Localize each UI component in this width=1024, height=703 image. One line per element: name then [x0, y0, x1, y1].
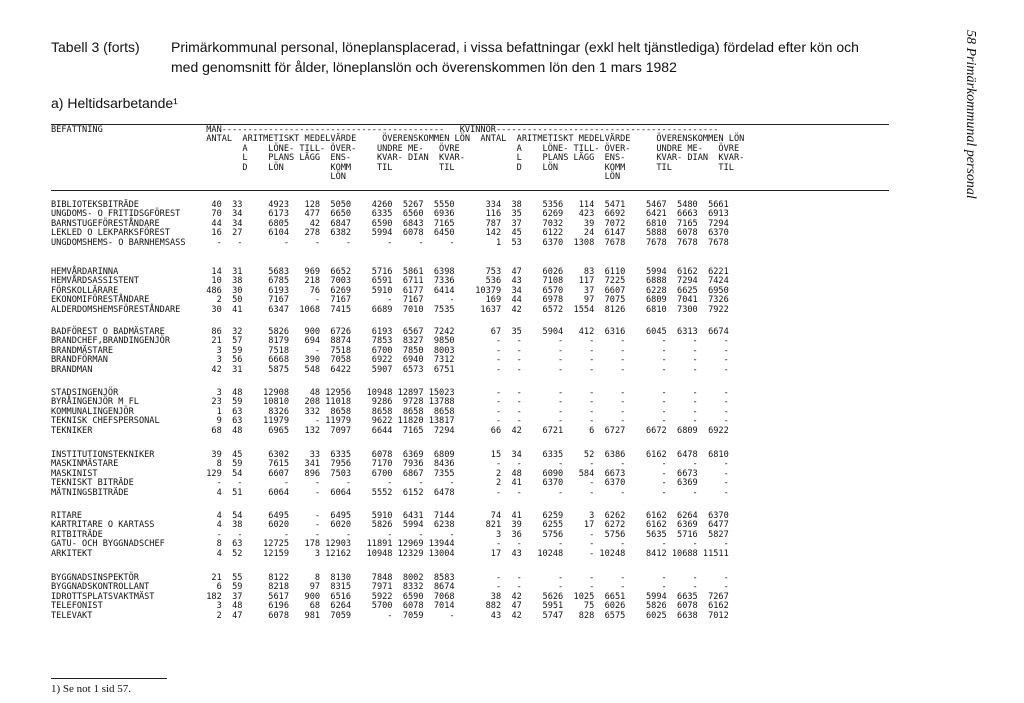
table-header	[51, 126, 744, 182]
table-row: KOMMUNALINGENJÖR 1 63 8326 332 8658 8658 8658 8658 - - - - - - - -	[51, 406, 729, 417]
table-group-2	[51, 268, 729, 315]
header-line: D LÖN KOMM TIL TIL D LÖN KOMM TIL TIL	[51, 162, 734, 173]
table-row: TELEFONIST 3 48 6196 68 6264 5700 6078 7014 882 47 5951 75 6026 5826 6078 6162	[51, 601, 729, 612]
table-row: TELEVAKT 2 47 6078 981 7059 - 7059 - 43 42 5747 828 6575 6025 6638 7012	[51, 610, 729, 621]
page-number-and-running-head: 58 Primärkommunal personal	[963, 30, 978, 199]
table-row: RITBITRÄDE - - - - - - - - 3 36 5756 - 5756 5635 5716 5827	[51, 529, 729, 540]
header-line: LÖN LÖN	[51, 172, 621, 183]
footnote: 1) Se not 1 sid 57.	[51, 683, 132, 695]
table-row: BRANDFÖRMAN 3 56 6668 390 7058 6922 6940 7312 - - - - - - - -	[51, 355, 729, 366]
header-line: BEFATTNING MAN------------------------------------------- KVINNOR-------------------------------------------	[51, 125, 719, 135]
table-row: BRANDMÄSTARE 3 59 7518 - 7518 6700 7850 8003 - - - - - - - -	[51, 345, 729, 356]
table-row: HEMVÅRDARINNA 14 31 5683 969 6652 5716 5861 6398 753 47 6026 83 6110 5994 6162 6221	[51, 267, 729, 277]
table-row: HEMVÅRDSASSISTENT 10 38 6785 218 7003 6591 6711 7336 536 43 7108 117 7225 6888 7294 7424	[51, 276, 729, 287]
table-row: BYGGNADSINSPEKTÖR 21 55 8122 8 8130 7848 8002 8583 - - - - - - - -	[51, 573, 729, 583]
header-rule-bottom	[51, 190, 889, 191]
table-row: RITARE 4 54 6495 - 6495 5910 6431 7144 74 41 6259 3 6262 6162 6264 6370	[51, 511, 729, 521]
table-row: BARNSTUGEFÖRESTÅNDARE 44 34 6805 42 6847 6590 6843 7165 787 37 7032 39 7072 6810 7165 7294	[51, 218, 729, 229]
table-row: ARKITEKT 4 52 12159 3 12162 10948 12329 13004 17 43 10248 - 10248 8412 10688 11511	[51, 548, 729, 559]
table-row: MÄTNINGSBITRÄDE 4 51 6064 - 6064 5552 6152 6478 - - - - - - - -	[51, 487, 729, 498]
table-row: IDROTTSPLATSVAKTMÄST 182 37 5617 900 6516 5922 6590 7068 38 42 5626 1025 6651 5994 6635 7267	[51, 591, 729, 602]
table-group-6	[51, 512, 729, 559]
table-row: UNGDOMS- O FRITIDSGFÖREST 70 34 6173 477 6650 6335 6560 6936 116 35 6269 423 6692 6421 6663 6913	[51, 209, 729, 220]
table-row: BADFÖREST O BADMÄSTARE 86 32 5826 900 6726 6193 6567 7242 67 35 5904 412 6316 6045 6313 6674	[51, 327, 729, 337]
table-group-3	[51, 328, 729, 375]
table-row: BRANDCHEF,BRANDINGENJÖR 21 57 8179 694 8874 7853 8327 9850 - - - - - - - -	[51, 336, 729, 347]
table-row: ALDERDOMSHEMSFÖRESTÅNDARE 30 41 6347 1068 7415 6689 7010 7535 1637 42 6572 1554 8126 6810 7300 7922	[51, 304, 729, 315]
table-row: STADSINGENJÖR 3 48 12908 48 12956 10948 12897 15023 - - - - - - - -	[51, 388, 729, 398]
footnote-rule	[51, 678, 167, 679]
table-row: BIBLIOTEKSBITRÄDE 40 33 4923 128 5050 4260 5267 5550 334 38 5356 114 5471 5467 5480 5661	[51, 200, 729, 210]
table-row: EKONOMIFÖRESTÅNDARE 2 50 7167 - 7167 - 7167 - 169 44 6978 97 7075 6809 7041 7326	[51, 295, 729, 306]
table-row: UNGDOMSHEMS- O BARNHEMSASS - - - - - - - - 1 53 6370 1308 7678 7678 7678 7678	[51, 237, 729, 248]
table-row: BYGGNADSKONTROLLANT 6 59 8218 97 8315 7971 8332 8674 - - - - - - - -	[51, 582, 729, 593]
table-row: BYRÅINGENJÖR M FL 23 59 10810 208 11018 9286 9728 13788 - - - - - - - -	[51, 397, 729, 408]
header-line: L PLANS LÄGG ENS- KVAR- DIAN KVAR- L PLANS LÄGG ENS- KVAR- DIAN KVAR-	[51, 153, 745, 164]
table-group-5	[51, 451, 729, 498]
table-group-1	[51, 201, 729, 248]
table-row: LEKLED O LEKPARKSFÖREST 16 27 6104 278 6382 5994 6078 6450 142 45 6122 24 6147 5888 6078 6370	[51, 228, 729, 239]
table-row: GATU- OCH BYGGNADSCHEF 8 63 12725 178 12903 11891 12969 13944 - - - - - - - -	[51, 539, 729, 550]
table-row: TEKNISK CHEFSPERSONAL 9 63 11979 - 11979 9622 11820 13817 - - - - - - - -	[51, 416, 729, 427]
side-margin	[958, 30, 982, 290]
table-row: MASKINIST 129 54 6607 896 7503 6700 6867 7355 2 48 6090 584 6673 - 6673 -	[51, 468, 729, 479]
table-row: FÖRSKOLLÄRARE 486 30 6193 76 6269 5910 6177 6414 10379 34 6570 37 6607 6228 6625 6950	[51, 285, 729, 296]
table-row: MASKINMÄSTARE 8 59 7615 341 7956 7170 7936 8436 - - - - - - - -	[51, 459, 729, 470]
table-row: TEKNISKT BITRÄDE - - - - - - - - 2 41 6370 - 6370 - 6369 -	[51, 478, 729, 489]
table-row: KARTRITARE O KARTASS 4 38 6020 - 6020 5826 5994 6238 821 39 6255 17 6272 6162 6369 6477	[51, 520, 729, 531]
header-line: ANTAL ARITMETISKT MEDELVÄRDE ÖVERENSKOMMEN LÖN ANTAL ARITMETISKT MEDELVÄRDE ÖVERENSKOMMEN LÖN	[51, 134, 745, 145]
header-line: A LÖNE- TILL- ÖVER- UNDRE ME- ÖVRE A LÖNE- TILL- ÖVER- UNDRE ME- ÖVRE	[51, 143, 740, 154]
section-heading: a) Heltidsarbetande¹	[51, 95, 178, 111]
table-title	[171, 37, 931, 77]
table-group-7	[51, 574, 729, 621]
table-row: INSTITUTIONSTEKNIKER 39 45 6302 33 6335 6078 6369 6809 15 34 6335 52 6386 6162 6478 6810	[51, 450, 729, 460]
table-title-line-1: Primärkommunal personal, löneplansplacerad, i vissa befattningar (exkl helt tjänstlediga) fördelad efter kön och	[171, 39, 859, 55]
table-group-4	[51, 389, 729, 436]
table-title-line-2: med genomsnitt för ålder, löneplanslön och överenskommen lön den 1 mars 1982	[171, 59, 677, 75]
table-row: BRANDMAN 42 31 5875 548 6422 5907 6573 6751 - - - - - - - -	[51, 364, 729, 375]
table-row: TEKNIKER 68 48 6965 132 7097 6644 7165 7294 66 42 6721 6 6727 6672 6809 6922	[51, 425, 729, 436]
table-label: Tabell 3 (forts)	[51, 39, 140, 55]
